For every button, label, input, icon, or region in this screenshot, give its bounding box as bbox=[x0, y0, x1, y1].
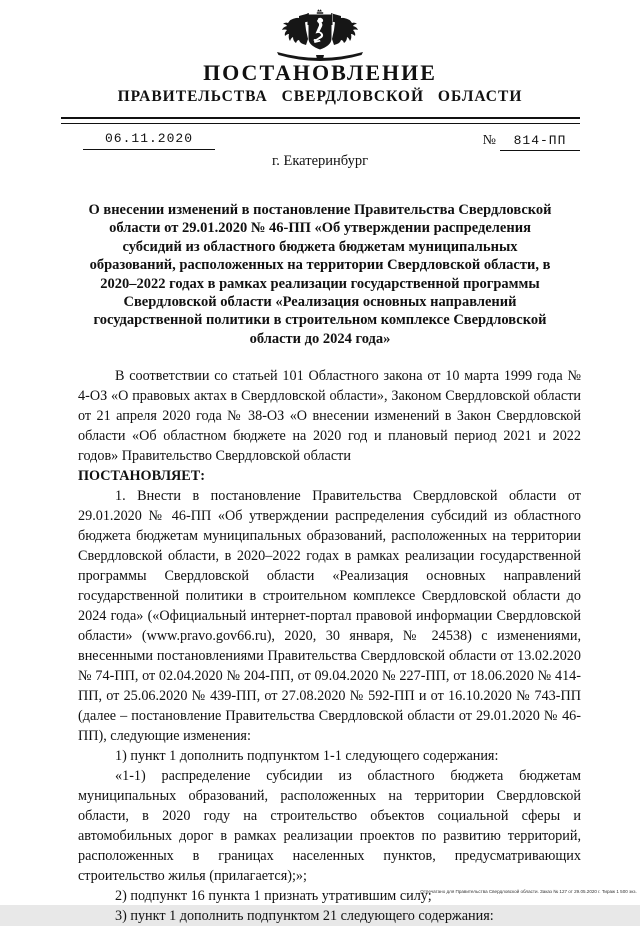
document-number: 814-ПП bbox=[500, 133, 580, 151]
paragraph-subitem-1: 1) пункт 1 дополнить подпунктом 1-1 следующего содержания: bbox=[115, 748, 499, 764]
subject-heading: О внесении изменений в постановление Правительства Свердловской области от 29.01.2020 № 46-ПП «Об утверждении распределения субсидий из областного бюджета бюджетам муниципальных образований, расположенных на территории Свердловской области, в 2020–2022 годах в рамках реализации государственной программы Свердловской области «Реализация основных направлений государственной политики в строительном комплексе Свердловской области до 2024 года» bbox=[88, 202, 552, 347]
document-date: 06.11.2020 bbox=[83, 131, 215, 150]
sverdlovsk-oblast-coat-of-arms-icon bbox=[269, 8, 371, 60]
paragraph-item-1: 1. Внести в постановление Правительства Свердловской области от 29.01.2020 № 46-ПП «Об утверждении распределения субсидий из областного бюджета бюджетам муниципальных образований, расположенных на территории Свердловской области, в 2020–2022 годах в рамках реализации государственной программы Свердловской области «Реализация основных направлений государственной политики в строительном комплексе Свердловской области до 2024 года» («Официальный интернет-портал правовой информации Свердловской области» (www.pravo.gov66.ru), 2020, 30 января, № 24538) с изменениями, внесенными постановлениями Правительства Свердловской области от 13.02.2020 № 74-ПП, от 02.04.2020 № 204-ПП, от 09.04.2020 № 227-ПП, от 18.06.2020 № 414-ПП, от 25.06.2020 № 439-ПП, от 27.08.2020 № 592-ПП и от 16.10.2020 № 743-ПП (далее – постановление Правительства Свердловской области от 29.01.2020 № 46-ПП), следующие изменения: bbox=[78, 488, 581, 744]
document-number-block bbox=[483, 133, 580, 151]
number-sign: № bbox=[482, 133, 496, 148]
meta-row bbox=[61, 131, 580, 153]
paragraph-subitem-3: 3) пункт 1 дополнить подпунктом 21 следующего содержания: bbox=[115, 908, 494, 924]
document-city: г. Екатеринбург bbox=[271, 153, 369, 169]
paragraph-subitem-1-1: «1-1) распределение субсидии из областного бюджета бюджетам муниципальных образований, расположенных на территории Свердловской области, в 2020 году на строительство объектов социальной сферы и автомобильных дорог в рамках реализации проектов по развитию территорий, расположенных в границах населенных пунктов, предусматривающих строительство жилья (прилагается);»; bbox=[78, 768, 581, 884]
document-title: ПОСТАНОВЛЕНИЕ bbox=[203, 60, 437, 85]
paragraph-resolves: ПОСТАНОВЛЯЕТ: bbox=[78, 468, 205, 484]
paragraph-intro: В соответствии со статьей 101 Областного закона от 10 марта 1999 года № 4-ОЗ «О правовых актах в Свердловской области», Законом Свердловской области от 21 апреля 2020 года № 38-ОЗ «О внесении изменений в Закон Свердловской области «Об областном бюджете на 2020 год и плановый период 2021 и 2022 годов» Правительство Свердловской области bbox=[78, 368, 581, 464]
paragraph-subitem-2: 2) подпункт 16 пункта 1 признать утратившим силу; bbox=[115, 888, 432, 904]
print-note: Отпечатано для Правительства Свердловской области. Заказ № 127 от 29.05.2020 г. Тираж 1 500 экз. bbox=[420, 888, 637, 894]
document-body bbox=[78, 366, 581, 926]
header-divider bbox=[61, 117, 580, 124]
document-subtitle: ПРАВИТЕЛЬСТВА СВЕРДЛОВСКОЙ ОБЛАСТИ bbox=[117, 88, 523, 105]
coat-of-arms-container bbox=[0, 8, 640, 65]
